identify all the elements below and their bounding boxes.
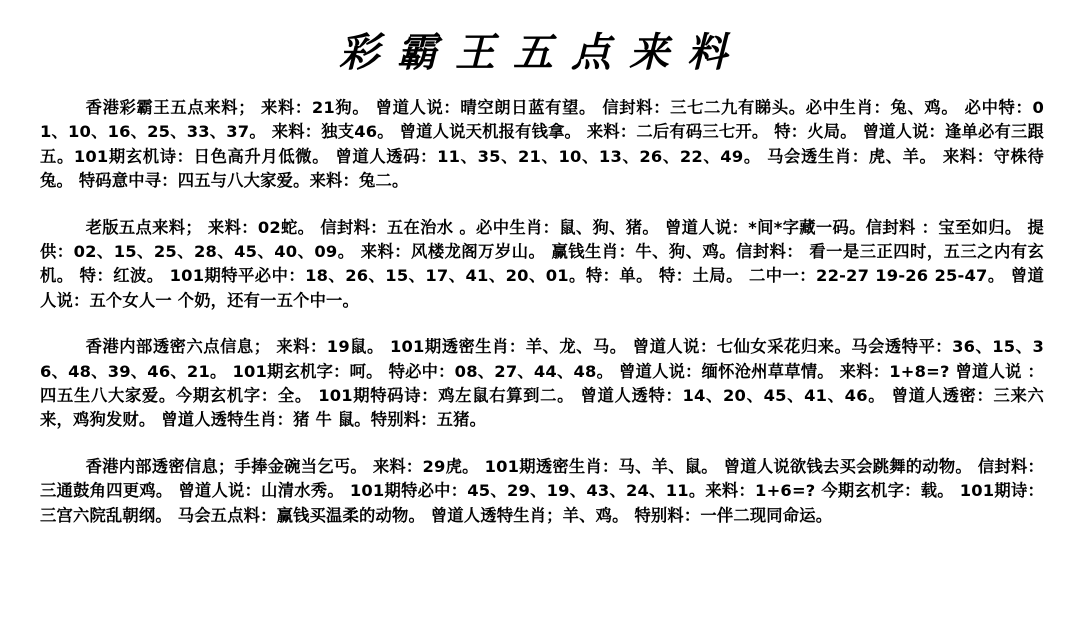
paragraph-2: 老版五点来料； 来料：02蛇。 信封料：五在治水 。必中生肖：鼠、狗、猪。 曾道人说：*间*字藏一码。信封料 ：宝至如归。 提供：02、15、25、28、45、40、09。 来料：风楼龙阁万岁山。 赢钱生肖：牛、狗、鸡。信封料： 看一是三正四时，五三之内有玄机。 特：红波。 101期特平必中：18、26、15、17、41、20、01。特：单。 特：土局。 二中一：22-27 19-26 25-47。 曾道人说：五个女人一 个奶，还有一五个中一。 — [40, 217, 1044, 310]
paragraph-3: 香港内部透密六点信息； 来料：19鼠。 101期透密生肖：羊、龙、马。 曾道人说：七仙女采花归来。马会透特平：36、15、36、48、39、46、21。 101期玄机字：呵。 特必中：08、27、44、48。 曾道人说：缅怀沧州草草情。 来料：1+8=? 曾道人说 ：四五生八大家爱。今期玄机字：全。 101期特码诗：鸡左鼠右算到二。 曾道人透特：14、20、45、41、46。 曾道人透密：三来六来，鸡狗发财。 曾道人透特生肖：猪 牛 鼠。特别料：五猪。 — [40, 337, 1044, 430]
document-body — [40, 96, 1044, 528]
page-title: 彩霸王五点来料 — [339, 29, 745, 76]
paragraph-1: 香港彩霸王五点来料； 来料：21狗。 曾道人说：晴空朗日蓝有望。 信封料：三七二九有睇头。必中生肖：兔、鸡。 必中特：01、10、16、25、33、37。 来料：独支46。 曾道人说天机报有钱拿。 来料：二后有码三七开。 特：火局。 曾道人说：逢单必有三跟五。101期玄机诗：日色高升月低微。 曾道人透码：11、35、21、10、13、26、22、49。 马会透生肖：虎、羊。 来料：守株待兔。 特码意中寻：四五与八大家爱。来料：兔二。 — [40, 98, 1044, 191]
paragraph-4: 香港内部透密信息；手捧金碗当乞丐。 来料：29虎。 101期透密生肖：马、羊、鼠。 曾道人说欲钱去买会跳舞的动物。 信封料：三通鼓角四更鸡。 曾道人说：山清水秀。 101期特必中：45、29、19、43、24、11。来料：1+6=? 今期玄机字：载。 101期诗：三宫六院乱朝纲。 马会五点料：赢钱买温柔的动物。 曾道人透特生肖；羊、鸡。 特别料：一伴二现同命运。 — [40, 456, 1044, 525]
